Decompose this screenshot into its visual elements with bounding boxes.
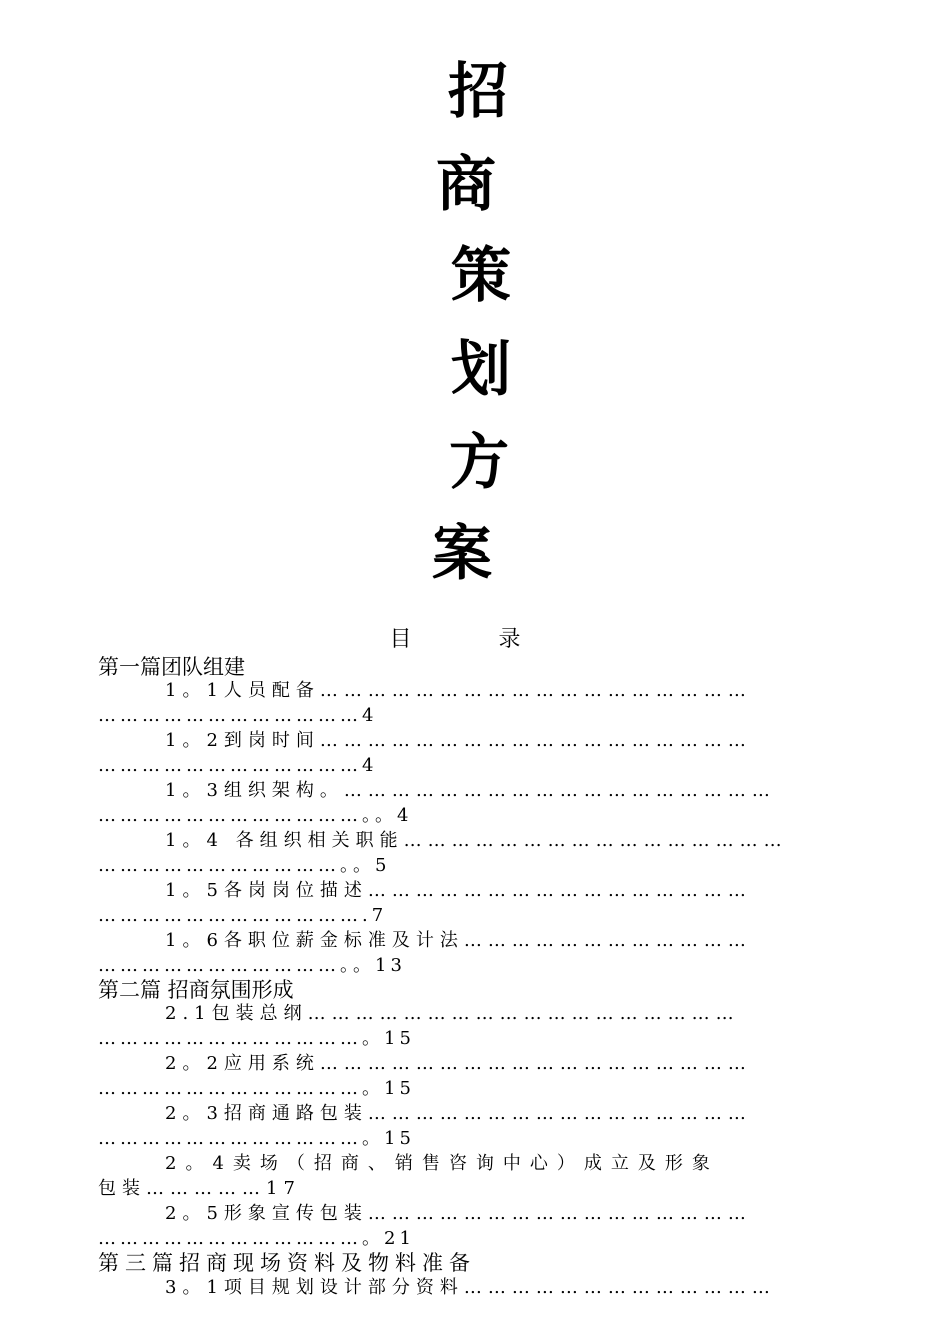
toc-entry-1-4-page: ……………………………。。5 [98,855,391,876]
toc-entry-1-5: 1。5各岗岗位描述………………………………………… [165,880,752,901]
title-char-1: 招 [448,57,508,127]
toc-entry-2-3-page: ………………………………。15 [98,1128,415,1149]
toc-entry-1-6-page: ……………………………。。13 [98,955,406,976]
toc-entry-1-2: 1。2到岗时间……………………………………………… [165,730,752,751]
toc-entry-2-5-page: ………………………………。21 [98,1228,415,1249]
toc-entry-1-4: 1。4 各组织相关职能………………………………………… [165,830,788,851]
toc-chapter-1: 第一篇团队组建 [98,655,245,679]
toc-chapter-2: 第二篇 招商氛围形成 [98,978,294,1002]
toc-chapter-3: 第三篇招商现场资料及物料准备 [98,1251,476,1275]
toc-entry-1-5-page: ……………………………….7 [98,905,388,926]
toc-entry-1-6: 1。6各职位薪金标准及计法……………………………… [165,930,752,951]
toc-entry-2-1: 2.1包装总纲……………………………………………… [165,1003,740,1024]
toc-entry-2-2: 2。2应用系统……………………………………………… [165,1053,752,1074]
toc-entry-2-3: 2。3招商通路包装………………………………………… [165,1103,752,1124]
toc-entry-2-1-page: ………………………………。15 [98,1028,415,1049]
toc-entry-1-1-page: ………………………………4 [98,705,378,726]
toc-entry-2-4: 2。4卖场（招商、销售咨询中心）成立及形象 [165,1153,719,1174]
title-char-5: 方 [449,428,509,498]
toc-entry-1-3: 1。3组织架构。……………………………………………… [165,780,776,801]
title-char-3: 策 [451,241,511,311]
title-char-2: 商 [436,150,496,220]
toc-entry-2-2-page: ………………………………。15 [98,1078,415,1099]
toc-entry-1-2-page: ………………………………4 [98,755,378,776]
toc-entry-1-3-page: ………………………………。。4 [98,805,413,826]
title-char-4: 划 [451,335,511,405]
toc-entry-2-5: 2。5形象宣传包装………………………………………… [165,1203,752,1224]
toc-entry-2-4-page: 包装……………17 [98,1178,301,1199]
toc-entry-1-1: 1。1人员配备……………………………………………… [165,680,752,701]
toc-heading: 目 录 [389,627,561,652]
title-char-6: 案 [432,519,492,589]
toc-entry-3-1: 3。1项目规划设计部分资料………………………………… [165,1277,776,1298]
